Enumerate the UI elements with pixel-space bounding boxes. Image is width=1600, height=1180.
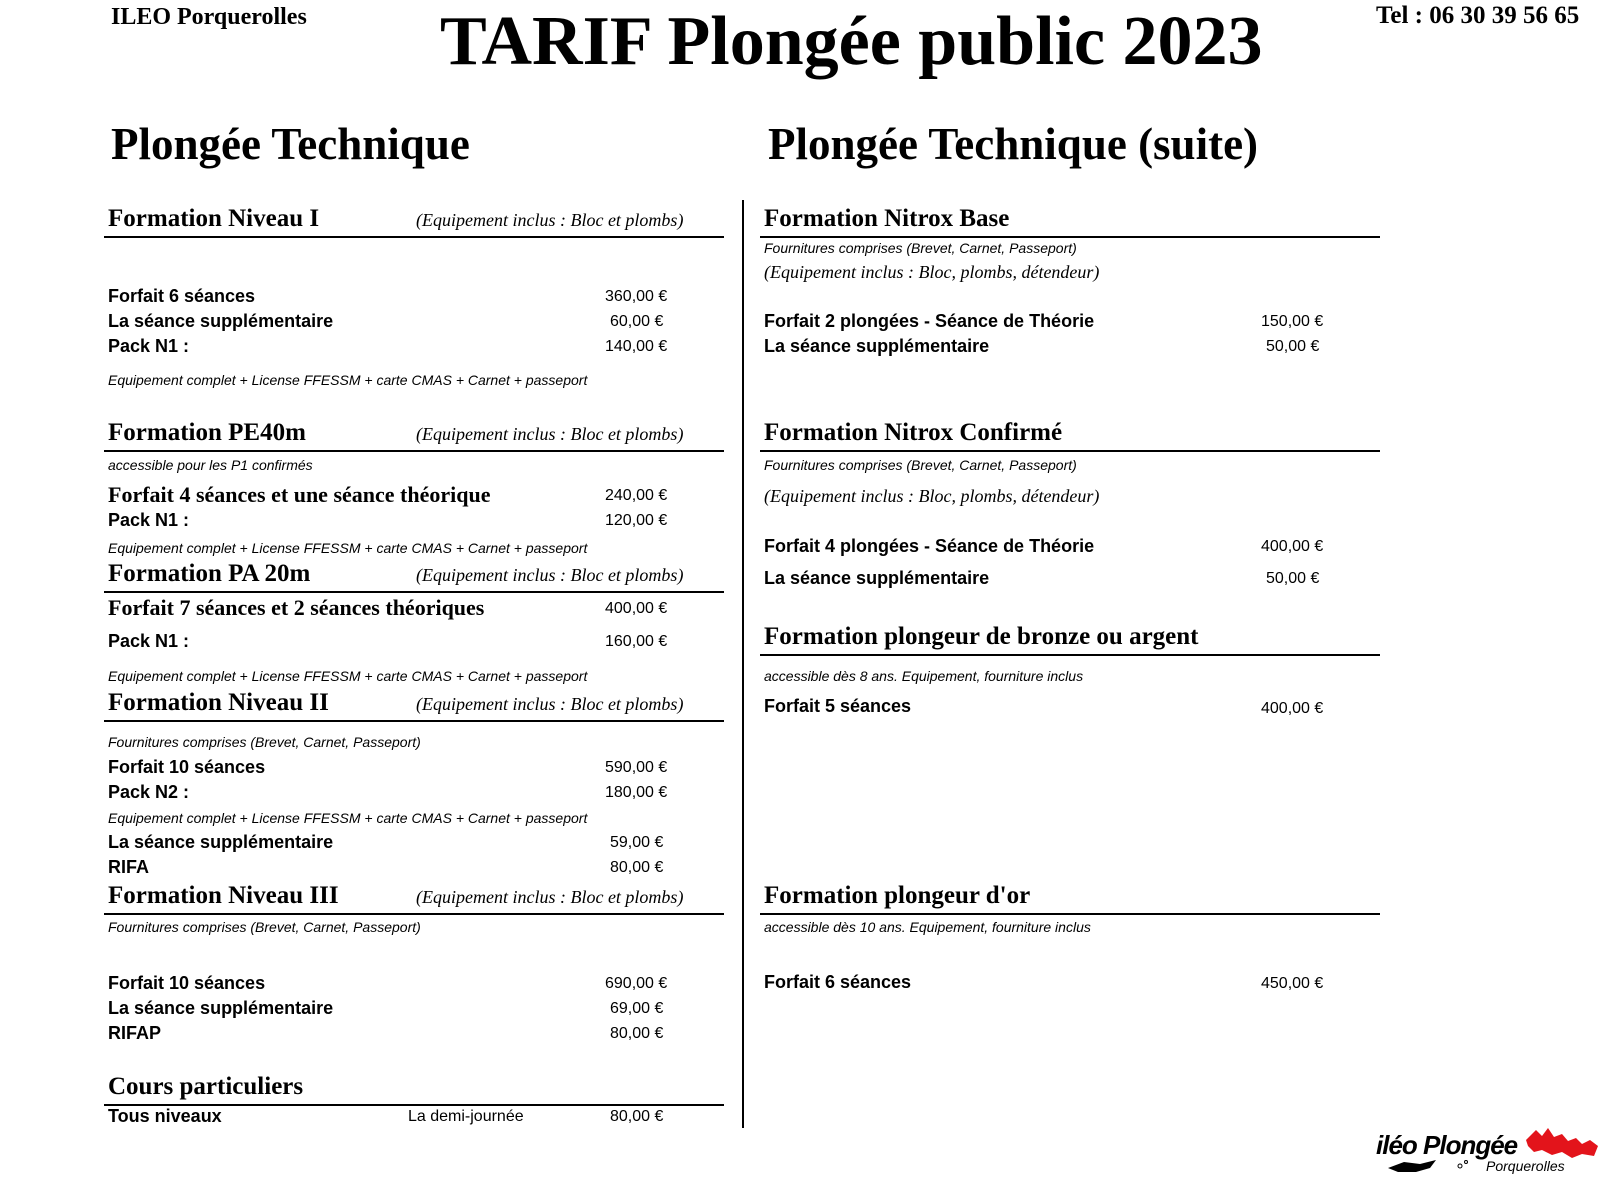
price-value: 360,00 €	[605, 288, 668, 305]
section-subnote: Fournitures comprises (Brevet, Carnet, Passeport)	[764, 240, 1077, 256]
section-title: Formation Nitrox Base	[764, 205, 1010, 232]
price-value: 80,00 €	[610, 859, 664, 876]
section-equipment-note: (Equipement inclus : Bloc et plombs)	[416, 210, 684, 230]
section-title: Formation PE40m	[108, 419, 306, 446]
section-header-nitrox-confirme	[760, 414, 1380, 452]
section-title: Formation Nitrox Confirmé	[764, 419, 1063, 446]
company-name: ILEO Porquerolles	[111, 4, 307, 30]
price-value: 60,00 €	[610, 313, 664, 330]
section-title: Formation Niveau III	[108, 882, 339, 909]
pack-note: Equipement complet + License FFESSM + carte CMAS + Carnet + passeport	[108, 810, 588, 826]
section-equipment-note: (Equipement inclus : Bloc et plombs)	[416, 694, 684, 714]
price-label: Forfait 2 plongées - Séance de Théorie	[764, 311, 1095, 331]
price-value: 59,00 €	[610, 834, 664, 851]
section-equipment-note: (Equipement inclus : Bloc et plombs)	[416, 424, 684, 444]
section-title: Formation plongeur de bronze ou argent	[764, 623, 1199, 650]
section-header-niveau-2	[104, 684, 724, 722]
price-label: Tous niveaux	[108, 1106, 222, 1126]
section-equipment-note: (Equipement inclus : Bloc et plombs)	[416, 565, 684, 585]
section-equipment-note: (Equipement inclus : Bloc et plombs)	[416, 887, 684, 907]
price-label: Forfait 6 séances	[108, 286, 256, 306]
price-label: Forfait 5 séances	[764, 696, 912, 716]
section-header-cours	[104, 1068, 724, 1106]
price-label: Pack N1 :	[108, 631, 190, 651]
price-label: RIFA	[108, 857, 150, 877]
price-value: 140,00 €	[605, 338, 668, 355]
price-label: Forfait 4 plongées - Séance de Théorie	[764, 536, 1095, 556]
section-title: Formation Niveau I	[108, 205, 320, 232]
price-label: Forfait 10 séances	[108, 757, 266, 777]
section-title: Formation plongeur d'or	[764, 882, 1031, 909]
price-value: 150,00 €	[1261, 313, 1324, 330]
price-value: 80,00 €	[610, 1025, 664, 1042]
pack-note: Equipement complet + License FFESSM + carte CMAS + Carnet + passeport	[108, 372, 588, 388]
section-equipment-note: (Equipement inclus : Bloc, plombs, détendeur)	[764, 262, 1100, 282]
price-label: Pack N1 :	[108, 336, 190, 356]
page-title: TARIF Plongée public 2023	[440, 3, 1263, 80]
left-column-title: Plongée Technique	[111, 119, 470, 169]
price-label: Forfait 7 séances et 2 séances théoriques	[108, 595, 485, 620]
section-header-nitrox-base	[760, 200, 1380, 238]
section-title: Formation PA 20m	[108, 560, 311, 587]
section-subnote: Fournitures comprises (Brevet, Carnet, Passeport)	[764, 457, 1077, 473]
pack-note: Equipement complet + License FFESSM + carte CMAS + Carnet + passeport	[108, 540, 588, 556]
price-value: 120,00 €	[605, 512, 668, 529]
price-label: Forfait 4 séances et une séance théorique	[108, 482, 491, 507]
price-value: 240,00 €	[605, 487, 668, 504]
price-value: 400,00 €	[1261, 538, 1324, 555]
logo-subtext: Porquerolles	[1486, 1158, 1565, 1174]
price-label: Pack N1 :	[108, 510, 190, 530]
section-subnote: accessible pour les P1 confirmés	[108, 457, 313, 473]
section-subnote: Fournitures comprises (Brevet, Carnet, Passeport)	[108, 734, 421, 750]
logo-text: iléo Plongée	[1376, 1130, 1518, 1160]
price-label: La séance supplémentaire	[108, 311, 334, 331]
section-header-niveau-3	[104, 877, 724, 915]
price-value: 180,00 €	[605, 784, 668, 801]
price-value: 690,00 €	[605, 975, 668, 992]
section-equipment-note: (Equipement inclus : Bloc, plombs, détendeur)	[764, 486, 1100, 506]
right-column-title: Plongée Technique (suite)	[768, 119, 1259, 169]
section-title: Cours particuliers	[108, 1073, 304, 1100]
price-value: 80,00 €	[610, 1108, 664, 1125]
section-header-niveau-1	[104, 200, 724, 238]
ileo-plongee-logo	[1376, 1122, 1600, 1175]
price-label: La séance supplémentaire	[764, 568, 990, 588]
price-label: Forfait 6 séances	[764, 972, 912, 992]
pack-note: Equipement complet + License FFESSM + carte CMAS + Carnet + passeport	[108, 668, 588, 684]
phone-number: Tel : 06 30 39 56 65	[1376, 2, 1580, 29]
price-value: 400,00 €	[605, 600, 668, 617]
price-label: La séance supplémentaire	[108, 998, 334, 1018]
price-label: RIFAP	[108, 1023, 162, 1043]
price-period: La demi-journée	[408, 1108, 524, 1125]
price-label: La séance supplémentaire	[764, 336, 990, 356]
section-header-or	[760, 877, 1380, 915]
price-value: 160,00 €	[605, 633, 668, 650]
section-header-pa20	[104, 555, 724, 593]
price-value: 69,00 €	[610, 1000, 664, 1017]
price-value: 50,00 €	[1266, 570, 1320, 587]
price-value: 590,00 €	[605, 759, 668, 776]
price-value: 400,00 €	[1261, 700, 1324, 717]
price-label: Forfait 10 séances	[108, 973, 266, 993]
price-value: 50,00 €	[1266, 338, 1320, 355]
price-label: Pack N2 :	[108, 782, 190, 802]
section-subnote: Fournitures comprises (Brevet, Carnet, Passeport)	[108, 919, 421, 935]
section-header-bronze	[760, 618, 1380, 656]
section-subnote: accessible dès 8 ans. Equipement, fourniture inclus	[764, 668, 1084, 684]
section-title: Formation Niveau II	[108, 689, 329, 716]
column-divider	[742, 200, 744, 1128]
section-header-pe40	[104, 414, 724, 452]
section-subnote: accessible dès 10 ans. Equipement, fourniture inclus	[764, 919, 1091, 935]
price-value: 450,00 €	[1261, 975, 1324, 992]
price-label: La séance supplémentaire	[108, 832, 334, 852]
